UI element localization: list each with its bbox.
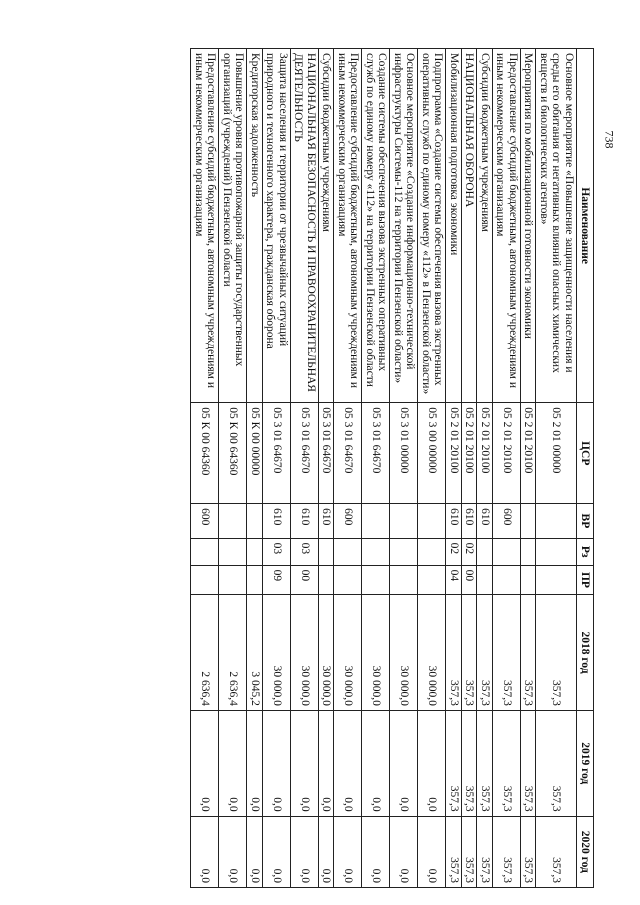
table-row bbox=[462, 49, 478, 888]
row-2020: 0,0 bbox=[247, 816, 263, 887]
row-2020: 0,0 bbox=[191, 816, 219, 887]
row-2019: 0,0 bbox=[291, 710, 319, 816]
row-pr bbox=[219, 565, 247, 595]
table-row bbox=[291, 49, 319, 888]
row-2020: 0,0 bbox=[390, 816, 418, 887]
row-2019: 357,3 bbox=[462, 710, 478, 816]
row-rz bbox=[477, 538, 493, 565]
row-pr bbox=[521, 565, 537, 595]
row-csr: 05 3 01 64670 bbox=[319, 403, 335, 504]
row-name: Основное мероприятие «Повышение защищенности населения и среды его обитания от негативных влияний опасных химических веществ и биологических агентов» bbox=[536, 49, 577, 403]
row-2020: 357,3 bbox=[493, 816, 521, 887]
row-rz: 02 bbox=[446, 538, 462, 565]
row-2019: 357,3 bbox=[493, 710, 521, 816]
row-pr bbox=[390, 565, 418, 595]
row-2018: 357,3 bbox=[493, 595, 521, 711]
row-2020: 0,0 bbox=[291, 816, 319, 887]
row-name: Защита населения и территории от чрезвычайных ситуаций природного и техногенного характера, гражданская оборона bbox=[263, 49, 291, 403]
header-2018: 2018 год bbox=[577, 595, 594, 711]
row-vr bbox=[390, 504, 418, 538]
header-name: Наименование bbox=[577, 49, 594, 403]
row-rz bbox=[334, 538, 362, 565]
row-2020: 0,0 bbox=[319, 816, 335, 887]
row-name: Предоставление субсидий бюджетным, автономным учреждениям и иным некоммерческим организациям bbox=[191, 49, 219, 403]
row-vr bbox=[418, 504, 446, 538]
row-csr: 05 3 01 00000 bbox=[390, 403, 418, 504]
row-2019: 0,0 bbox=[247, 710, 263, 816]
row-pr bbox=[477, 565, 493, 595]
row-2018: 30 000,0 bbox=[319, 595, 335, 711]
row-csr: 05 2 01 00000 bbox=[536, 403, 577, 504]
row-vr: 610 bbox=[446, 504, 462, 538]
row-pr bbox=[247, 565, 263, 595]
row-csr: 05 2 01 20100 bbox=[477, 403, 493, 504]
row-vr: 610 bbox=[477, 504, 493, 538]
table-row bbox=[477, 49, 493, 888]
header-2020: 2020 год bbox=[577, 816, 594, 887]
row-2018: 30 000,0 bbox=[418, 595, 446, 711]
header-pr: ПР bbox=[577, 565, 594, 595]
header-2019: 2019 год bbox=[577, 710, 594, 816]
row-vr: 600 bbox=[191, 504, 219, 538]
row-rz bbox=[390, 538, 418, 565]
row-name: Основное мероприятие «Создание информационно-технической инфраструктуры Системы-112 на территории Пензенской области» bbox=[390, 49, 418, 403]
row-rz bbox=[319, 538, 335, 565]
row-rz: 03 bbox=[291, 538, 319, 565]
table-row bbox=[390, 49, 418, 888]
row-2019: 357,3 bbox=[446, 710, 462, 816]
row-2018: 2 636,4 bbox=[219, 595, 247, 711]
row-2018: 357,3 bbox=[477, 595, 493, 711]
table-row bbox=[536, 49, 577, 888]
row-rz bbox=[418, 538, 446, 565]
row-name: Субсидии бюджетным учреждениям bbox=[319, 49, 335, 403]
row-2018: 2 636,4 bbox=[191, 595, 219, 711]
row-name: Кредиторская задолженность bbox=[247, 49, 263, 403]
table-row bbox=[219, 49, 247, 888]
row-vr bbox=[362, 504, 390, 538]
row-2018: 30 000,0 bbox=[362, 595, 390, 711]
table-row bbox=[247, 49, 263, 888]
row-2019: 0,0 bbox=[263, 710, 291, 816]
row-pr: 00 bbox=[462, 565, 478, 595]
row-vr: 610 bbox=[263, 504, 291, 538]
header-vr: ВР bbox=[577, 504, 594, 538]
row-pr bbox=[319, 565, 335, 595]
row-2019: 357,3 bbox=[477, 710, 493, 816]
row-csr: 05 3 01 64670 bbox=[291, 403, 319, 504]
row-csr: 05 К 00 64360 bbox=[191, 403, 219, 504]
row-2020: 357,3 bbox=[521, 816, 537, 887]
row-pr bbox=[418, 565, 446, 595]
row-2019: 0,0 bbox=[390, 710, 418, 816]
row-vr: 610 bbox=[462, 504, 478, 538]
row-rz bbox=[362, 538, 390, 565]
row-csr: 05 3 01 64670 bbox=[263, 403, 291, 504]
row-name: Предоставление субсидий бюджетным, автономным учреждениям и иным некоммерческим организациям bbox=[334, 49, 362, 403]
row-2018: 357,3 bbox=[521, 595, 537, 711]
row-2020: 0,0 bbox=[219, 816, 247, 887]
page-number: 738 bbox=[602, 130, 617, 149]
row-vr bbox=[247, 504, 263, 538]
row-2018: 30 000,0 bbox=[263, 595, 291, 711]
row-2018: 30 000,0 bbox=[334, 595, 362, 711]
row-pr bbox=[493, 565, 521, 595]
row-csr: 05 3 01 64670 bbox=[334, 403, 362, 504]
table-row bbox=[521, 49, 537, 888]
row-csr: 05 К 00 64360 bbox=[219, 403, 247, 504]
row-2018: 357,3 bbox=[536, 595, 577, 711]
row-rz bbox=[536, 538, 577, 565]
row-2020: 0,0 bbox=[334, 816, 362, 887]
row-pr: 09 bbox=[263, 565, 291, 595]
budget-table bbox=[191, 48, 595, 888]
row-2018: 30 000,0 bbox=[390, 595, 418, 711]
row-rz: 03 bbox=[263, 538, 291, 565]
row-name: НАЦИОНАЛЬНАЯ ОБОРОНА bbox=[462, 49, 478, 403]
row-2019: 357,3 bbox=[521, 710, 537, 816]
row-2020: 357,3 bbox=[446, 816, 462, 887]
row-name: Повышение уровня противопожарной защиты государственных организаций (учреждений) Пензенской области bbox=[219, 49, 247, 403]
row-2020: 357,3 bbox=[536, 816, 577, 887]
row-pr bbox=[536, 565, 577, 595]
row-pr bbox=[334, 565, 362, 595]
row-2020: 357,3 bbox=[477, 816, 493, 887]
row-name: НАЦИОНАЛЬНАЯ БЕЗОПАСНОСТЬ И ПРАВООХРАНИТЕЛЬНАЯ ДЕЯТЕЛЬНОСТЬ bbox=[291, 49, 319, 403]
row-2020: 0,0 bbox=[263, 816, 291, 887]
row-2018: 357,3 bbox=[446, 595, 462, 711]
row-2019: 0,0 bbox=[191, 710, 219, 816]
row-rz bbox=[493, 538, 521, 565]
row-vr: 600 bbox=[334, 504, 362, 538]
row-name: Предоставление субсидий бюджетным, автономным учреждениям и иным некоммерческим организациям bbox=[493, 49, 521, 403]
row-2020: 0,0 bbox=[418, 816, 446, 887]
row-2019: 0,0 bbox=[334, 710, 362, 816]
row-2019: 357,3 bbox=[536, 710, 577, 816]
row-2018: 30 000,0 bbox=[291, 595, 319, 711]
row-vr: 600 bbox=[493, 504, 521, 538]
row-rz bbox=[219, 538, 247, 565]
row-vr bbox=[521, 504, 537, 538]
row-2019: 0,0 bbox=[319, 710, 335, 816]
table-row bbox=[418, 49, 446, 888]
row-csr: 05 К 00 00000 bbox=[247, 403, 263, 504]
row-2019: 0,0 bbox=[219, 710, 247, 816]
rotated-page bbox=[191, 48, 595, 888]
row-vr bbox=[536, 504, 577, 538]
table-row bbox=[263, 49, 291, 888]
row-2019: 0,0 bbox=[362, 710, 390, 816]
row-csr: 05 3 01 64670 bbox=[362, 403, 390, 504]
row-pr bbox=[362, 565, 390, 595]
row-rz bbox=[247, 538, 263, 565]
row-name: Создание системы обеспечения вызова экстренных оперативных служб по единому номеру «112» на территории Пензенской области bbox=[362, 49, 390, 403]
row-2018: 3 045,2 bbox=[247, 595, 263, 711]
row-name: Подпрограмма «Создание системы обеспечения вызова экстренных оперативных служб по единому номеру «112» в Пензенской области» bbox=[418, 49, 446, 403]
row-csr: 05 2 01 20100 bbox=[521, 403, 537, 504]
row-2020: 357,3 bbox=[462, 816, 478, 887]
row-pr: 00 bbox=[291, 565, 319, 595]
table-row bbox=[334, 49, 362, 888]
table-row bbox=[446, 49, 462, 888]
header-rz: Рз bbox=[577, 538, 594, 565]
row-rz: 02 bbox=[462, 538, 478, 565]
table-row bbox=[493, 49, 521, 888]
row-2020: 0,0 bbox=[362, 816, 390, 887]
header-csr: ЦСР bbox=[577, 403, 594, 504]
row-name: Мероприятия по мобилизационной готовности экономики bbox=[521, 49, 537, 403]
table-row bbox=[362, 49, 390, 888]
row-2018: 357,3 bbox=[462, 595, 478, 711]
table-row bbox=[191, 49, 219, 888]
row-pr bbox=[191, 565, 219, 595]
row-csr: 05 2 01 20100 bbox=[446, 403, 462, 504]
row-rz bbox=[521, 538, 537, 565]
row-vr: 610 bbox=[319, 504, 335, 538]
header-row bbox=[577, 49, 594, 888]
row-csr: 05 2 01 20100 bbox=[493, 403, 521, 504]
row-csr: 05 2 01 20100 bbox=[462, 403, 478, 504]
row-csr: 05 3 00 00000 bbox=[418, 403, 446, 504]
row-name: Мобилизационная подготовка экономики bbox=[446, 49, 462, 403]
row-rz bbox=[191, 538, 219, 565]
row-pr: 04 bbox=[446, 565, 462, 595]
table-row bbox=[319, 49, 335, 888]
row-name: Субсидии бюджетным учреждениям bbox=[477, 49, 493, 403]
row-vr: 610 bbox=[291, 504, 319, 538]
row-2019: 0,0 bbox=[418, 710, 446, 816]
row-vr bbox=[219, 504, 247, 538]
